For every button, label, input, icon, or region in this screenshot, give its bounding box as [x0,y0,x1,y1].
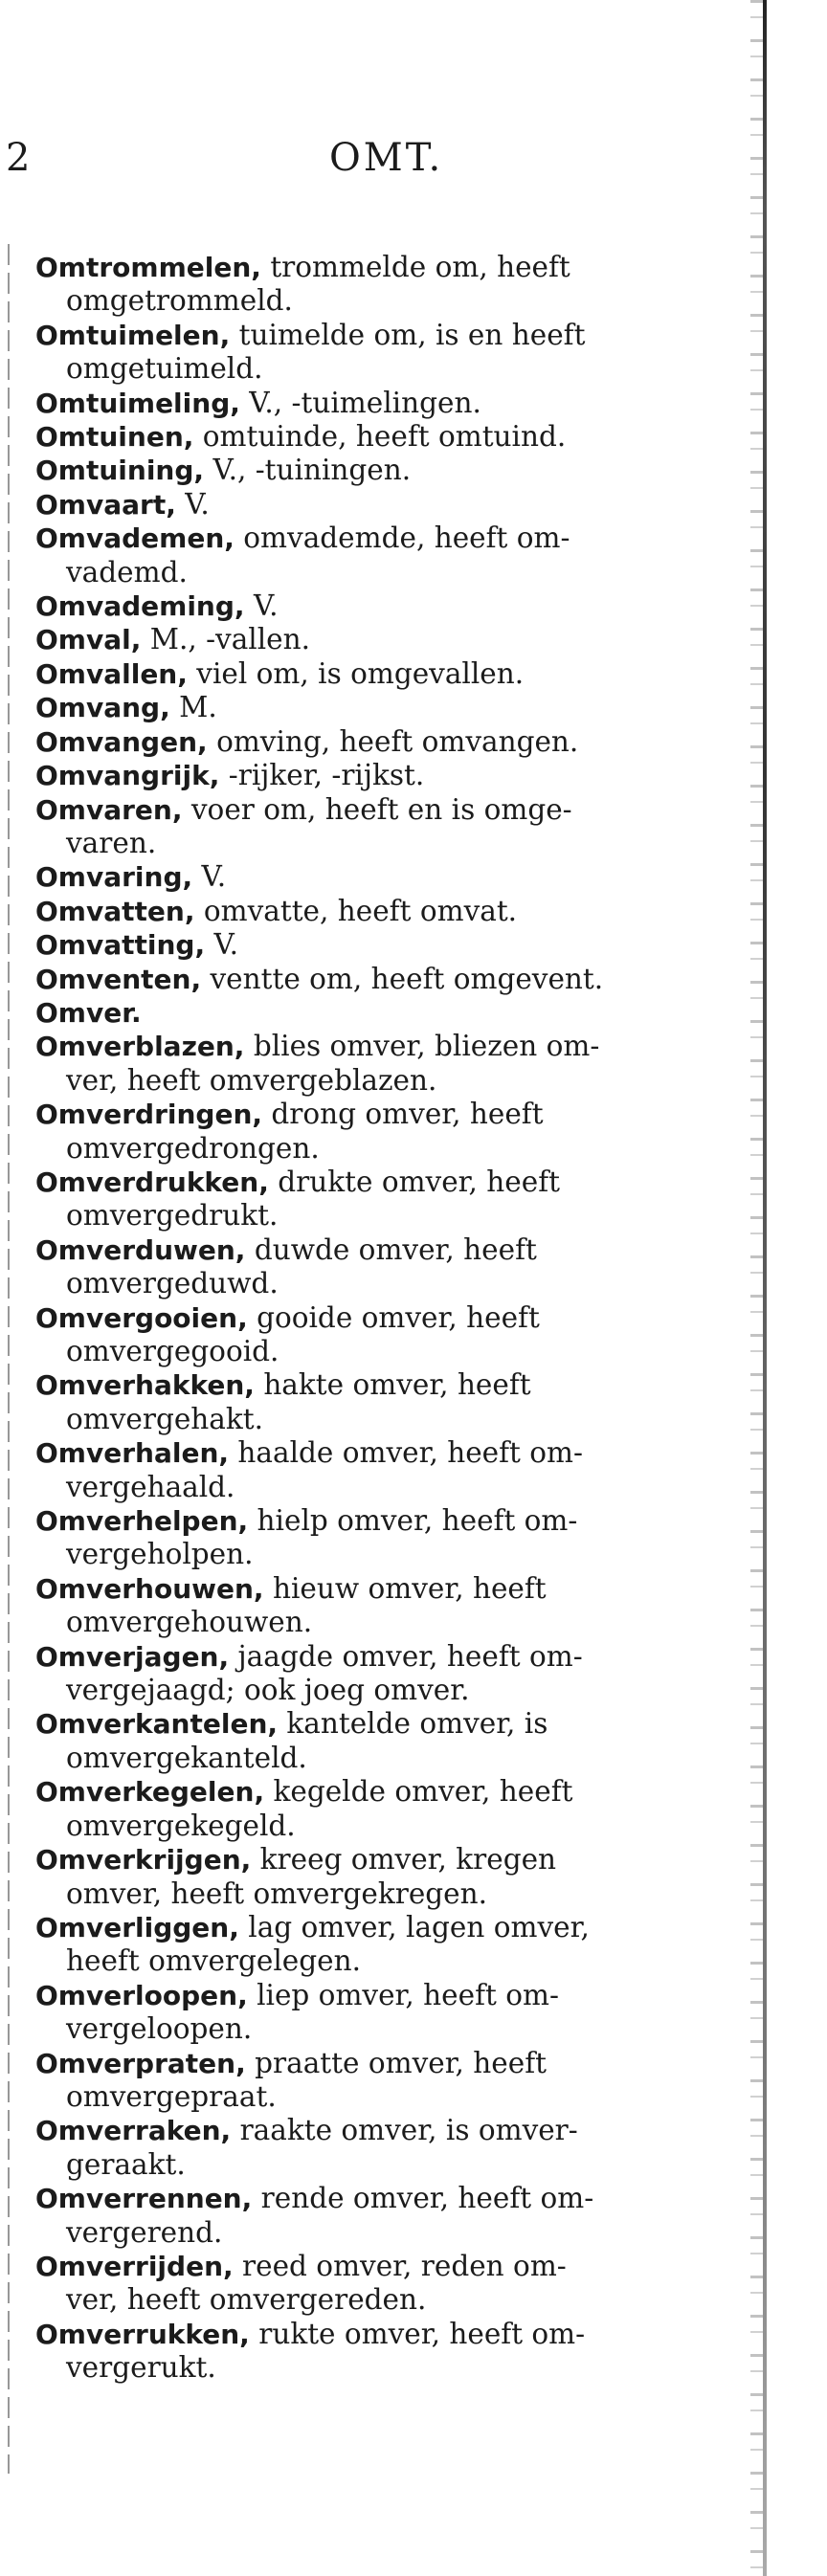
entry-continuation: geraakt. [66,2147,186,2181]
dictionary-entry [35,420,721,454]
page-edge [756,0,827,2576]
entry-continuation: ver, heeft omvergereden. [66,2283,427,2317]
entry-definition: V. [201,860,227,894]
dictionary-entry [35,1504,721,1572]
entry-continuation: vergehaald. [66,1470,235,1503]
dictionary-entry [35,1030,721,1098]
entry-continuation: vergejaagd; ook joeg omver. [66,1674,470,1707]
entry-headword: Omventen, [35,963,202,995]
dictionary-entry [35,1098,721,1166]
dictionary-entry [35,1233,721,1301]
entry-definition: raakte omver, is omver- [239,2114,578,2147]
dictionary-entry [35,996,721,1030]
entry-definition: haalde omver, heeft om- [237,1436,583,1470]
dictionary-entry [35,488,721,522]
dictionary-entry [35,1775,721,1843]
left-margin-rule [8,244,10,2474]
entry-headword: Omverdringen, [35,1099,263,1131]
entry-continuation: heeft omvergelegen. [66,1944,361,1978]
dictionary-entry [35,251,721,319]
entry-continuation: omvergekegeld. [66,1809,296,1842]
entry-continuation: omvergedrongen. [66,1131,320,1165]
dictionary-entry [35,759,721,792]
dictionary-entry [35,1368,721,1436]
entry-definition: hieuw omver, heeft [272,1571,547,1605]
entry-definition: hielp omver, heeft om- [257,1504,578,1538]
entry-headword: Omvademen, [35,522,235,555]
page-edge-line [763,0,767,2576]
entry-definition: praatte omver, heeft [255,2046,547,2079]
entry-continuation: vergerukt. [66,2351,216,2385]
entry-definition: kantelde omver, is [286,1707,548,1741]
entry-continuation: omvergeduwd. [66,1267,279,1300]
entry-continuation: omvergehouwen. [66,1606,313,1639]
entry-definition: lag omver, lagen omver, [248,1910,590,1943]
dictionary-entry [35,895,721,928]
dictionary-entry [35,928,721,962]
entry-headword: Omvallen, [35,657,188,690]
entry-definition: tuimelde om, is en heeft [238,318,586,351]
entry-headword: Omverkrijgen, [35,1844,252,1876]
entry-definition: omving, heeft omvangen. [216,724,579,758]
entry-headword: Omverhalen, [35,1437,230,1470]
entry-continuation: omvergedrukt. [66,1199,279,1232]
entry-headword: Omtrommelen, [35,252,261,283]
entry-headword: Omval, [35,624,142,656]
dictionary-entry [35,691,721,724]
entry-definition: V., -tuimelingen. [249,386,481,419]
entry-definition: V. [253,589,279,623]
entry-headword: Omverdrukken, [35,1166,269,1198]
entry-headword: Omverloopen, [35,1979,248,2011]
dictionary-entry [35,2047,721,2115]
entry-headword: Omtuimelen, [35,319,231,351]
entry-headword: Omvang, [35,692,170,724]
entry-definition: M. [179,691,217,724]
entry-headword: Omvatten, [35,895,195,927]
entry-headword: Omtuinen, [35,421,194,454]
entry-headword: Omverrennen, [35,2183,253,2215]
entry-definition: omvatte, heeft omvat. [203,894,518,927]
entry-definition: rukte omver, heeft om- [258,2317,586,2350]
entry-definition: omvademde, heeft om- [243,522,570,555]
entry-definition: M., -vallen. [149,623,311,656]
entry-definition: trommelde om, heeft [270,251,570,283]
dictionary-entry [35,1707,721,1775]
entry-headword: Omverhouwen, [35,1572,264,1605]
dictionary-entry [35,387,721,420]
dictionary-entry [35,1301,721,1369]
entry-definition: reed omver, reden om- [242,2249,567,2282]
entry-definition: V., -tuiningen. [212,454,412,487]
entry-continuation: vergerend. [66,2215,223,2249]
dictionary-entry [35,1572,721,1640]
page-edge-shadow [750,0,764,2576]
entry-definition: duwde omver, heeft [254,1232,537,1266]
entry-headword: Omvergooien, [35,1301,248,1334]
entry-headword: Omverrukken, [35,2318,250,2350]
entry-continuation: omvergegooid. [66,1335,279,1367]
entry-continuation: omvergekanteld. [66,1741,307,1774]
entry-continuation: vergeholpen. [66,1538,254,1571]
entry-headword: Omverhakken, [35,1369,255,1402]
dictionary-entry [35,522,721,589]
entry-continuation: vademd. [66,555,188,588]
entry-headword: Omvatting, [35,929,206,962]
entry-headword: Omverjagen, [35,1640,230,1673]
entry-definition: kreeg omver, kregen [259,1843,557,1876]
entry-definition: V. [213,928,239,962]
entry-definition: hakte omver, heeft [263,1368,531,1402]
entry-headword: Omverpraten, [35,2047,246,2079]
entry-definition: -rijker, -rijkst. [228,759,425,792]
entry-definition: jaagde omver, heeft om- [237,1639,583,1673]
dictionary-entry [35,860,721,894]
dictionary-entry [35,319,721,387]
dictionary-entry [35,2182,721,2250]
entry-headword: Omverhelpen, [35,1505,249,1538]
dictionary-entry [35,2318,721,2386]
dictionary-entry [35,2250,721,2318]
dictionary-entry [35,589,721,623]
dictionary-entry [35,725,721,759]
page-number: 2 [6,136,32,180]
entry-headword: Omverkegelen, [35,1776,265,1809]
entry-definition: liep omver, heeft om- [257,1978,559,2011]
entry-headword: Omverraken, [35,2115,232,2147]
entry-headword: Omvademing, [35,590,245,623]
entry-headword: Omtuining, [35,455,205,487]
entry-definition: drukte omver, heeft [278,1165,560,1198]
entry-continuation: varen. [66,826,157,859]
entry-continuation: vergeloopen. [66,2012,253,2046]
entry-definition: voer om, heeft en is omge- [190,792,572,826]
entry-definition: rende omver, heeft om- [260,2182,594,2215]
entry-headword: Omvaring, [35,861,193,894]
running-head: OMT. [329,136,444,180]
entry-headword: Omvangen, [35,725,208,758]
entry-headword: Omverduwen, [35,1233,246,1266]
entry-definition: ventte om, heeft omgevent. [210,962,604,995]
dictionary-entry [35,793,721,861]
entry-definition: kegelde omver, heeft [273,1775,573,1809]
dictionary-entry [35,1911,721,1979]
dictionary-entry [35,1436,721,1504]
entry-headword: Omver. [35,996,142,1029]
entry-headword: Omverrijden, [35,2250,234,2282]
dictionary-entry [35,623,721,656]
entry-definition: omtuinde, heeft omtuind. [202,420,567,454]
dictionary-entries [35,251,721,2386]
entry-definition: gooide omver, heeft [257,1300,540,1334]
entry-headword: Omtuimeling, [35,387,240,419]
entry-continuation: omver, heeft omvergekregen. [66,1876,487,1910]
entry-definition: blies omver, bliezen om- [253,1030,600,1063]
entry-continuation: omgetuimeld. [66,352,263,386]
entry-headword: Omvangrijk, [35,760,220,792]
dictionary-entry [35,657,721,691]
dictionary-entry [35,1166,721,1233]
entry-continuation: omgetrommeld. [66,284,293,318]
dictionary-entry [35,2114,721,2182]
entry-definition: viel om, is omgevallen. [196,656,525,690]
entry-definition: drong omver, heeft [271,1098,544,1131]
entry-definition: V. [185,487,210,521]
entry-headword: Omvaart, [35,488,176,521]
dictionary-entry [35,1843,721,1911]
dictionary-entry [35,963,721,996]
entry-headword: Omvaren, [35,793,183,826]
entry-headword: Omverkantelen, [35,1708,279,1741]
entry-headword: Omverliggen, [35,1911,239,1943]
entry-continuation: ver, heeft omvergeblazen. [66,1063,437,1097]
dictionary-entry [35,1979,721,2047]
entry-continuation: omvergepraat. [66,2079,277,2113]
entry-headword: Omverblazen, [35,1031,245,1063]
dictionary-entry [35,1640,721,1708]
entry-continuation: omvergehakt. [66,1402,263,1435]
dictionary-entry [35,454,721,487]
